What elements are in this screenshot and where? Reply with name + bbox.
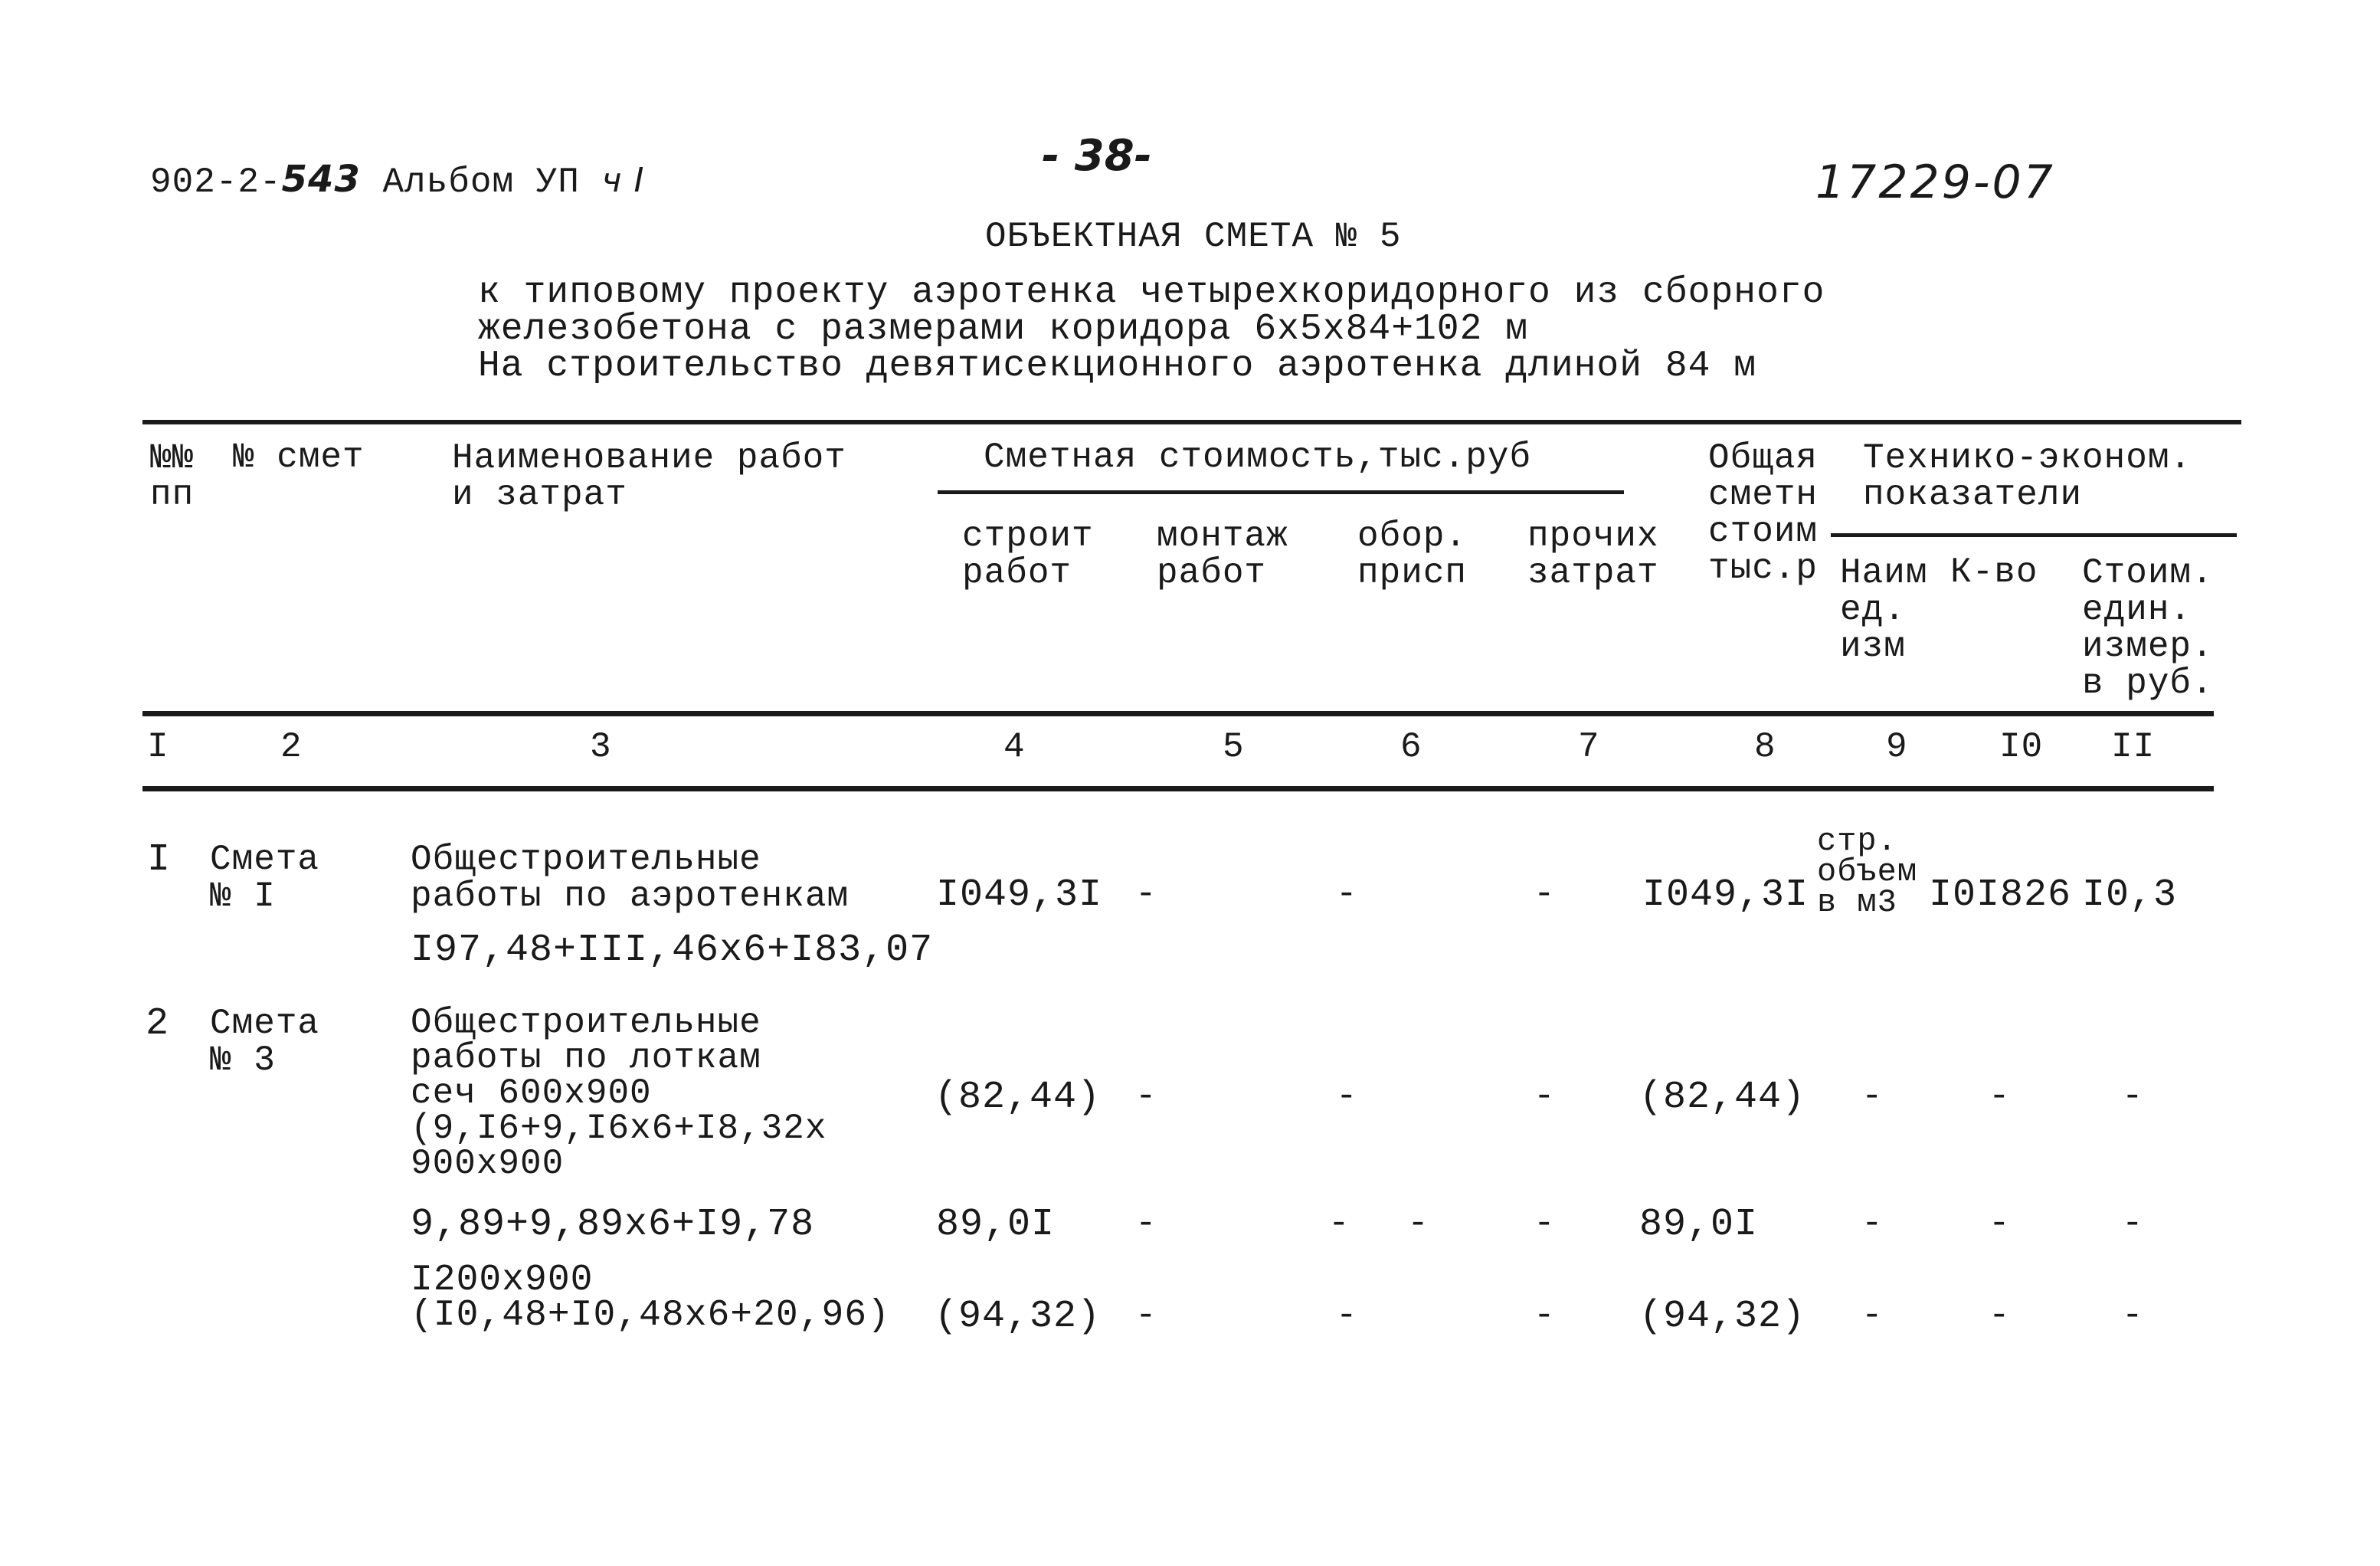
row-other-cost: - (1534, 1076, 1556, 1116)
row-installation-cost: - (1135, 874, 1157, 914)
column-number: I (147, 727, 169, 767)
row-work-name: Общестроительные работы по аэротенкам (411, 840, 850, 916)
title-line-1: к типовому проекту аэротенка четырехкоридорного из сборного (478, 272, 1825, 313)
column-numbers-rule (142, 786, 2214, 791)
column-number: 8 (1754, 727, 1776, 767)
row-quantity: - (1989, 1076, 2011, 1116)
header-work-name: Наименование работ и затрат (452, 438, 846, 515)
album-label: Альбом УП (382, 162, 580, 202)
doc-code-prefix: 902-2- (150, 162, 282, 202)
row-quantity: I0I826 (1929, 873, 2072, 917)
row-unit-name: - (1861, 1204, 1884, 1243)
row-equipment-cost: - (1336, 1076, 1358, 1116)
header-total-cost: Общая сметн стоим тыс.р (1708, 438, 1819, 588)
row-construction-cost: I049,3I (936, 873, 1103, 917)
row-unit-cost: I0,3 (2082, 873, 2178, 917)
column-number: 5 (1223, 727, 1245, 767)
row-unit-name: - (1861, 1076, 1884, 1116)
row-installation-cost: - (1135, 1296, 1157, 1335)
row-unit-name: - (1861, 1296, 1884, 1335)
row-installation-cost: - (1135, 1076, 1157, 1116)
row-other-cost: - (1534, 1204, 1556, 1243)
header-quantity: К-во (1950, 552, 2038, 592)
header-other-costs: прочих затрат (1527, 516, 1659, 593)
row-number: I (147, 838, 172, 882)
row-unit-cost: - (2122, 1296, 2144, 1335)
row-quantity: - (1989, 1204, 2011, 1243)
header-unit-cost: Стоим. един. измер. в руб. (2082, 553, 2214, 703)
row-installation-cost: - (1135, 1204, 1157, 1243)
column-number: 3 (590, 727, 612, 767)
header-construction-works: строит работ (962, 516, 1094, 593)
header-installation-works: монтаж работ (1157, 516, 1288, 593)
row-estimate-ref: Смета № I (210, 840, 320, 916)
header-estimate-number: № смет (233, 437, 365, 477)
doc-code (150, 158, 645, 202)
row-total-cost: (82,44) (1639, 1076, 1806, 1119)
column-number: 7 (1578, 727, 1600, 767)
column-number: 2 (280, 727, 303, 767)
column-number: II (2111, 727, 2156, 767)
row-other-cost: - (1534, 874, 1556, 914)
row-work-name: 9,89+9,89х6+I9,78 (411, 1203, 815, 1247)
row-unit-name: стр. объем в м3 (1817, 823, 1918, 921)
row-unit-cost: - (2122, 1076, 2144, 1116)
cost-group-underline (938, 490, 1624, 494)
row-other-cost: - (1534, 1296, 1556, 1335)
doc-code-number: 543 (281, 158, 361, 201)
row-formula: I97,48+III,46х6+I83,07 (411, 929, 934, 972)
column-number: I0 (1999, 727, 2044, 767)
estimate-heading: ОБЪЕКТНАЯ СМЕТА № 5 (985, 217, 1402, 257)
inventory-number: 17229-07 (1815, 156, 2055, 209)
row-quantity: - (1989, 1296, 2011, 1335)
album-handwritten-mark: ч I (601, 161, 645, 200)
header-unit-name: Наим ед. изм (1840, 553, 1928, 667)
row-equipment-cost: - (1336, 874, 1358, 914)
column-number: 6 (1400, 727, 1422, 767)
row-construction-cost: (94,32) (935, 1295, 1102, 1338)
row-construction-cost: (82,44) (935, 1076, 1102, 1119)
row-total-cost: 89,0I (1639, 1203, 1759, 1247)
column-number: 9 (1886, 727, 1908, 767)
column-number: 4 (1003, 727, 1026, 767)
row-unit-cost: - (2122, 1204, 2144, 1243)
row-estimate-ref: Смета № 3 (210, 1004, 320, 1080)
row-total-cost: (94,32) (1639, 1295, 1806, 1338)
row-number: 2 (146, 1002, 170, 1046)
header-bottom-rule (142, 711, 2214, 716)
row-work-name: Общестроительные работы по лоткам сеч 600х900 (9,I6+9,I6х6+I8,32х 900х900 (411, 1003, 827, 1184)
tech-group-underline (1831, 533, 2237, 537)
title-line-3: На строительство девятисекционного аэротенка длиной 84 м (478, 346, 1757, 387)
header-cost-group: Сметная стоимость,тыс.руб (984, 437, 1532, 477)
table-top-rule (142, 420, 2241, 424)
header-row-number: №№ пп (150, 438, 195, 515)
row-equipment-cost: - (1336, 1296, 1358, 1335)
row-construction-cost: 89,0I (936, 1203, 1056, 1247)
row-work-name: I200х900 (I0,48+I0,48х6+20,96) (411, 1260, 890, 1336)
title-line-2: железобетона с размерами коридора 6х5х84+102 м (478, 309, 1529, 350)
row-total-cost: I049,3I (1642, 873, 1809, 917)
page-number: - 38- (1042, 131, 1152, 181)
header-tech-group: Технико-эконом. показатели (1863, 438, 2192, 515)
row-equipment-cost: - - (1328, 1204, 1447, 1243)
header-equipment: обор. присп (1357, 516, 1468, 593)
